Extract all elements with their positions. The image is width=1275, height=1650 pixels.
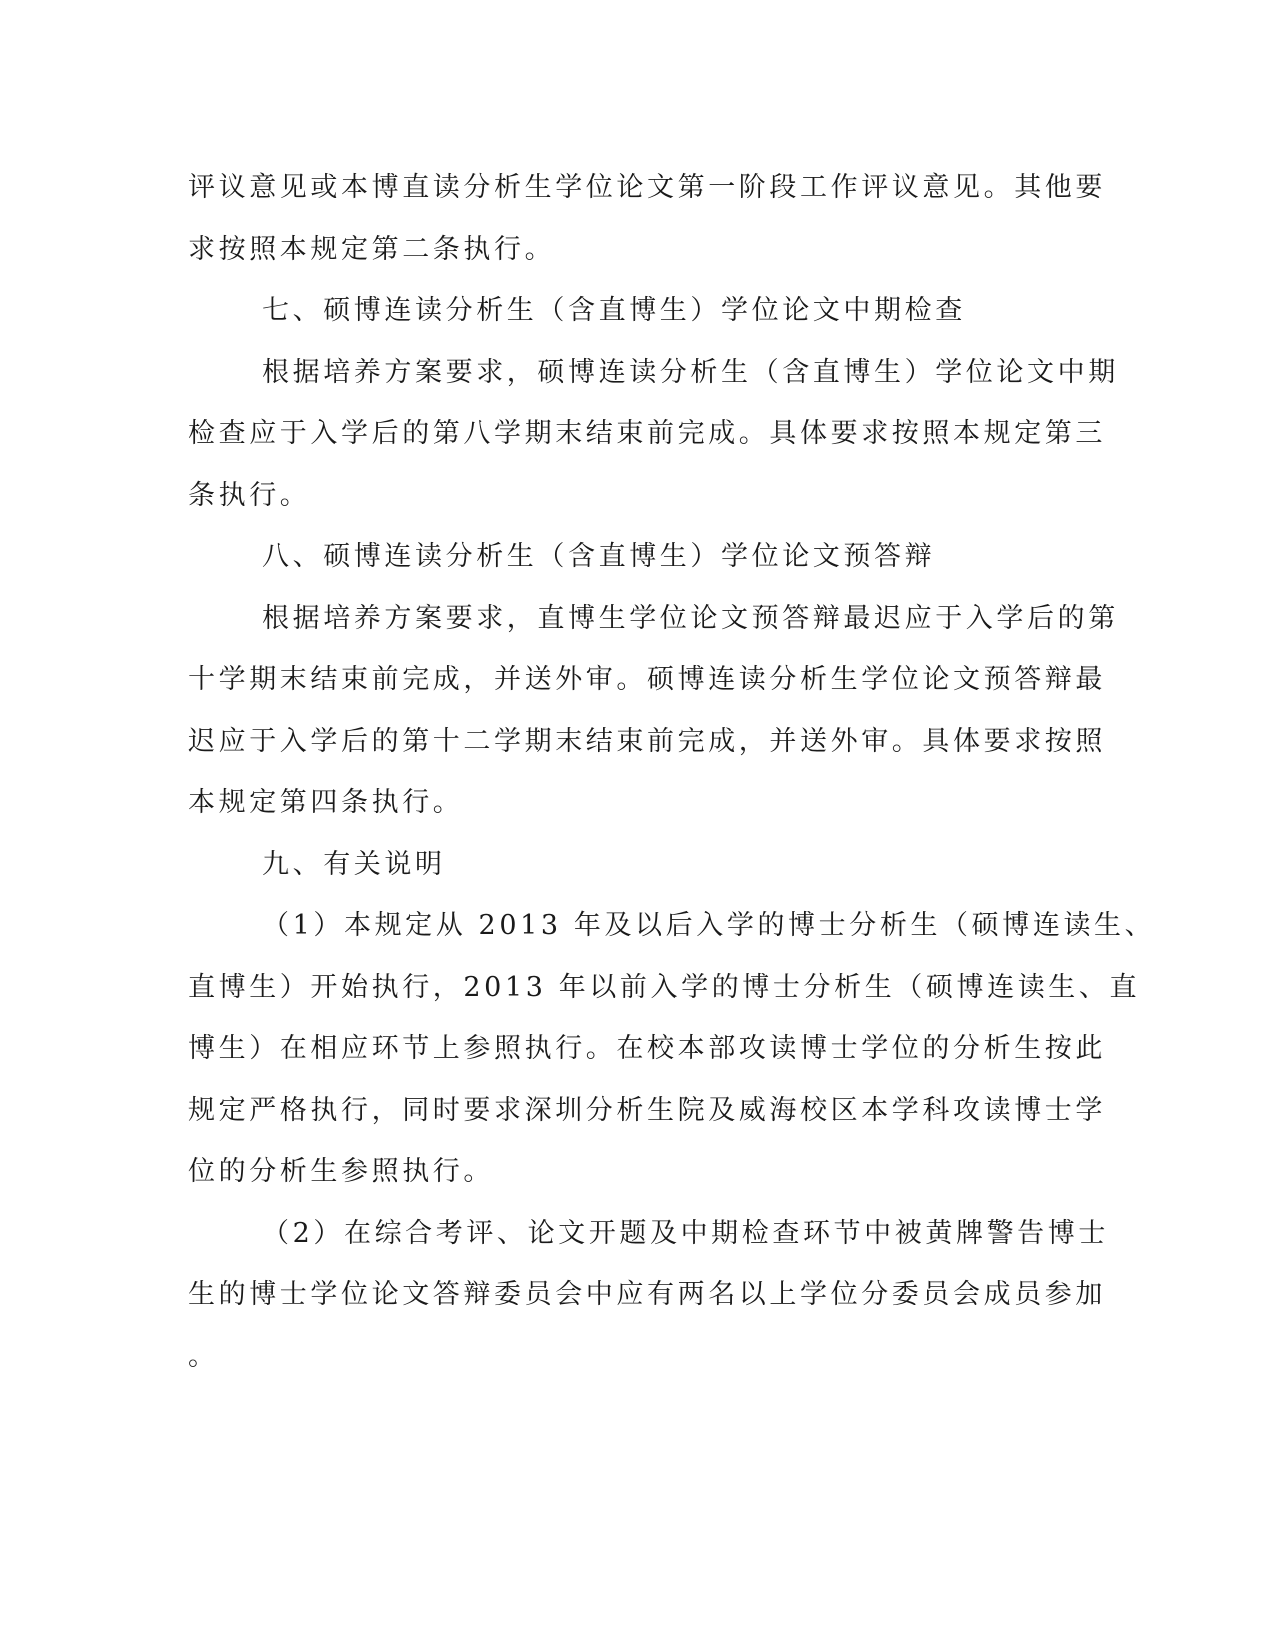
text-line: 迟应于入学后的第十二学期末结束前完成，并送外审。具体要求按照 — [188, 725, 1106, 757]
text-line: 条执行。 — [188, 479, 311, 511]
text-line: 十学期末结束前完成，并送外审。硕博连读分析生学位论文预答辩最 — [188, 664, 1106, 695]
heading-text: 八、硕博连读分析生（含直博生）学位论文预答辩 — [262, 541, 936, 572]
paragraph-continuation — [188, 157, 1106, 280]
document-body — [188, 157, 1156, 1387]
text-line: 根据培养方案要求，硕博连读分析生（含直博生）学位论文中期 — [262, 356, 1119, 388]
section-heading-7 — [188, 280, 1068, 342]
text-line: 位的分析生参照执行。 — [188, 1156, 494, 1187]
text-line: 本规定第四条执行。 — [188, 787, 464, 818]
heading-text: 七、硕博连读分析生（含直博生）学位论文中期检查 — [262, 295, 966, 326]
paragraph-pre-defense — [188, 588, 1119, 834]
text-line: 求按照本规定第二条执行。 — [188, 233, 556, 265]
note-item-1 — [188, 895, 1156, 1203]
heading-text: 九、有关说明 — [262, 848, 446, 880]
note-item-2 — [188, 1203, 1109, 1388]
text-line: 博生）在相应环节上参照执行。在校本部攻读博士学位的分析生按此 — [188, 1033, 1106, 1064]
text-line: （2）在综合考评、论文开题及中期检查环节中被黄牌警告博士 — [262, 1217, 1109, 1249]
text-line: 评议意见或本博直读分析生学位论文第一阶段工作评议意见。其他要 — [188, 172, 1106, 203]
text-line: 。 — [188, 1340, 219, 1372]
section-heading-9 — [188, 834, 1068, 896]
text-line: 直博生）开始执行，2013 年以前入学的博士分析生（硕博连读生、直 — [188, 971, 1141, 1003]
text-line: 根据培养方案要求，直博生学位论文预答辩最迟应于入学后的第 — [262, 602, 1119, 634]
text-line: 规定严格执行，同时要求深圳分析生院及威海校区本学科攻读博士学 — [188, 1094, 1106, 1126]
text-line: 生的博士学位论文答辩委员会中应有两名以上学位分委员会成员参加 — [188, 1279, 1106, 1310]
text-line: （1）本规定从 2013 年及以后入学的博士分析生（硕博连读生、 — [262, 910, 1156, 941]
section-heading-8 — [188, 526, 1068, 588]
text-line: 检查应于入学后的第八学期末结束前完成。具体要求按照本规定第三 — [188, 418, 1106, 449]
paragraph-midterm-check — [188, 342, 1119, 527]
